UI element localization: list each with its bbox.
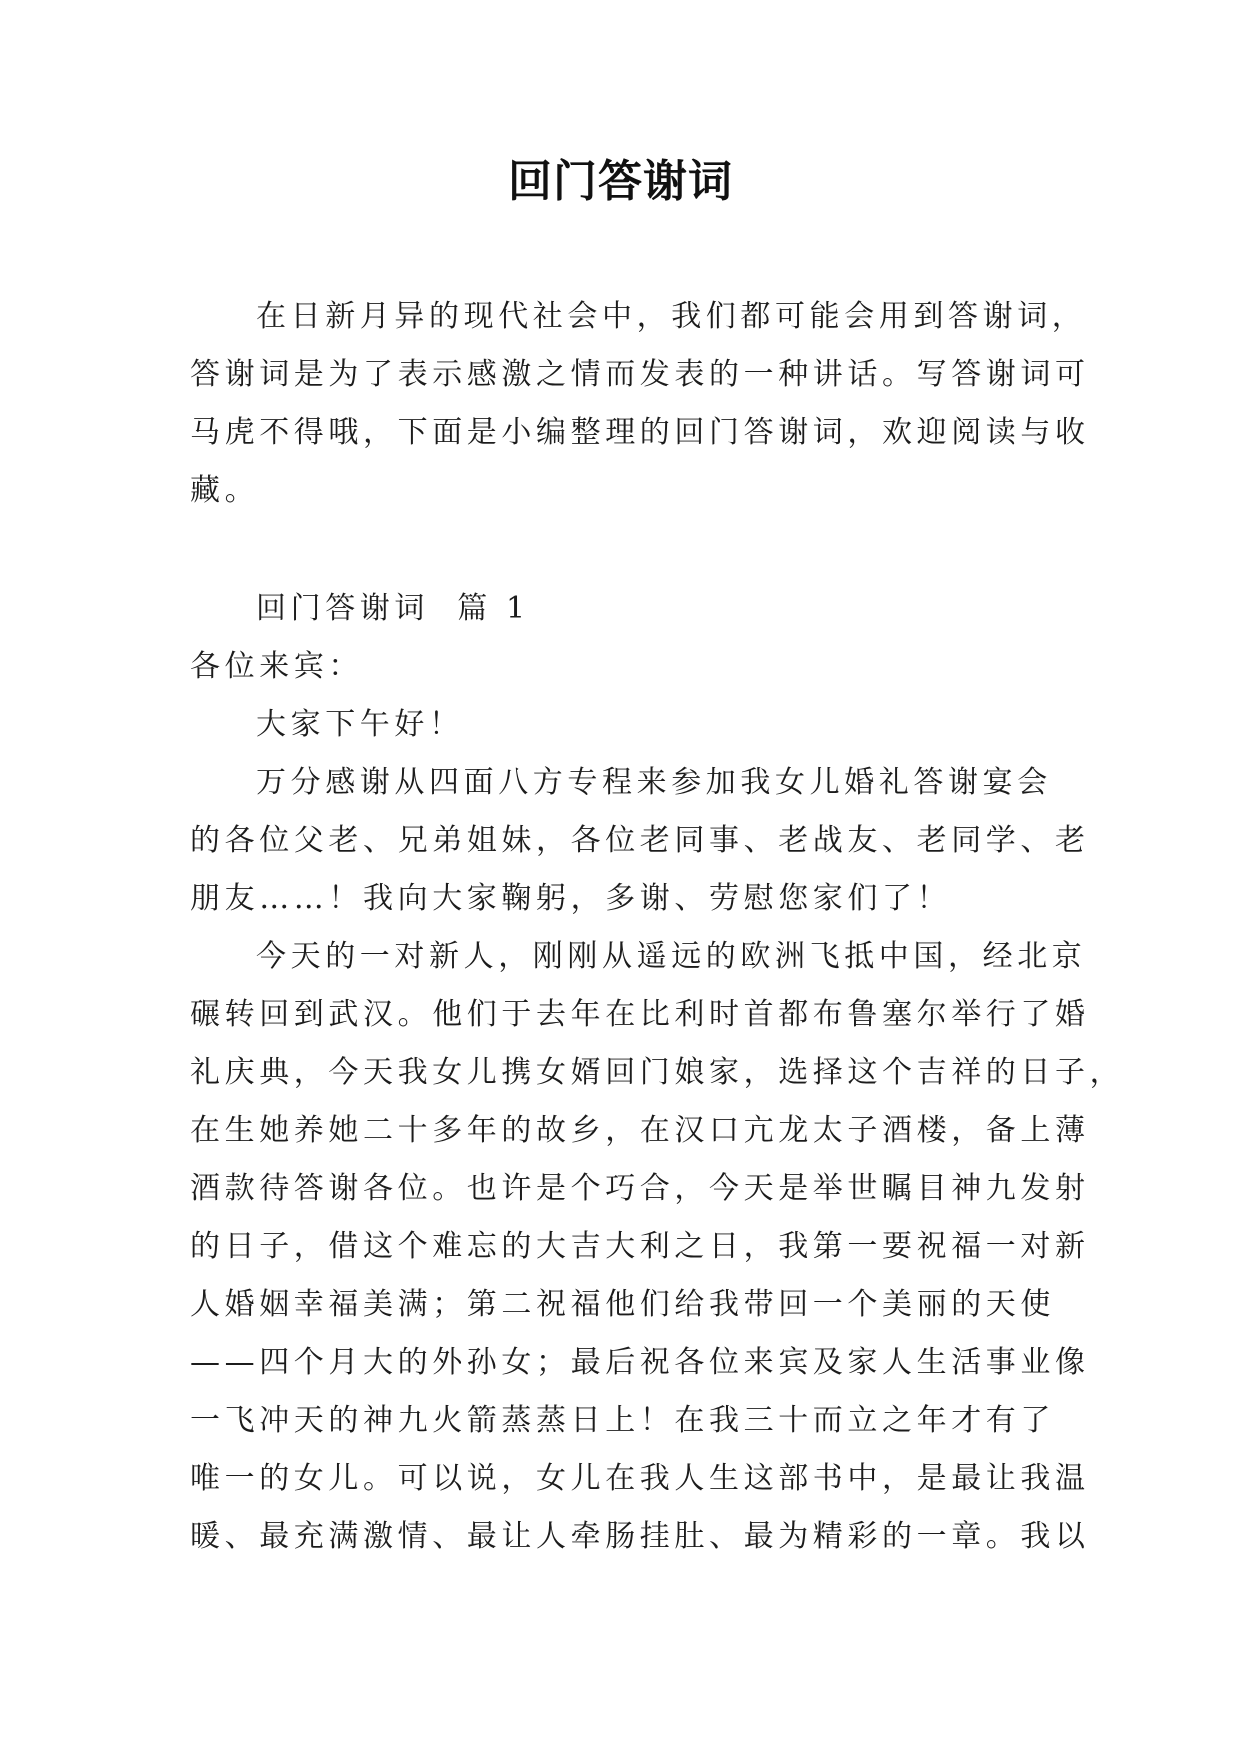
greeting-paragraph bbox=[190, 696, 1052, 754]
main-line: 碾转回到武汉。他们于去年在比利时首都布鲁塞尔举行了婚 bbox=[190, 997, 1090, 1032]
thanks-line: 朋友……！我向大家鞠躬，多谢、劳慰您家们了！ bbox=[190, 881, 952, 916]
greeting-text: 大家下午好！ bbox=[256, 707, 464, 742]
main-line: 一飞冲天的神九火箭蒸蒸日上！在我三十而立之年才有了 bbox=[190, 1403, 1055, 1438]
main-line: 酒款待答谢各位。也许是个巧合，今天是举世瞩目神九发射 bbox=[190, 1171, 1090, 1206]
main-line: ——四个月大的外孙女；最后祝各位来宾及家人生活事业像 bbox=[190, 1345, 1090, 1380]
intro-line: 在日新月异的现代社会中，我们都可能会用到答谢词， bbox=[256, 299, 1087, 334]
thanks-paragraph bbox=[190, 754, 1090, 928]
document-title: 回门答谢词 bbox=[508, 156, 733, 207]
intro-line: 马虎不得哦，下面是小编整理的回门答谢词，欢迎阅读与收 bbox=[190, 415, 1090, 450]
main-line: 暖、最充满激情、最让人牵肠挂肚、最为精彩的一章。我以 bbox=[190, 1519, 1090, 1554]
main-line: 唯一的女儿。可以说，女儿在我人生这部书中，是最让我温 bbox=[190, 1461, 1090, 1496]
main-line: 人婚姻幸福美满；第二祝福他们给我带回一个美丽的天使 bbox=[190, 1287, 1055, 1322]
salutation-text: 各位来宾： bbox=[190, 649, 363, 684]
main-line: 今天的一对新人，刚刚从遥远的欧洲飞抵中国，经北京 bbox=[256, 939, 1087, 974]
main-paragraph bbox=[190, 928, 1125, 1566]
intro-line: 藏。 bbox=[190, 473, 260, 508]
thanks-line: 的各位父老、兄弟姐妹，各位老同事、老战友、老同学、老 bbox=[190, 823, 1090, 858]
section-heading-text: 回门答谢词 篇 1 bbox=[256, 591, 530, 626]
section-heading bbox=[190, 580, 1052, 638]
main-line: 在生她养她二十多年的故乡，在汉口亢龙太子酒楼，备上薄 bbox=[190, 1113, 1090, 1148]
intro-line: 答谢词是为了表示感激之情而发表的一种讲话。写答谢词可 bbox=[190, 357, 1090, 392]
main-line: 礼庆典，今天我女儿携女婿回门娘家，选择这个吉祥的日子， bbox=[190, 1055, 1125, 1090]
intro-paragraph bbox=[190, 288, 1090, 520]
main-line: 的日子，借这个难忘的大吉大利之日，我第一要祝福一对新 bbox=[190, 1229, 1090, 1264]
thanks-line: 万分感谢从四面八方专程来参加我女儿婚礼答谢宴会 bbox=[256, 765, 1052, 800]
salutation bbox=[190, 638, 1052, 696]
